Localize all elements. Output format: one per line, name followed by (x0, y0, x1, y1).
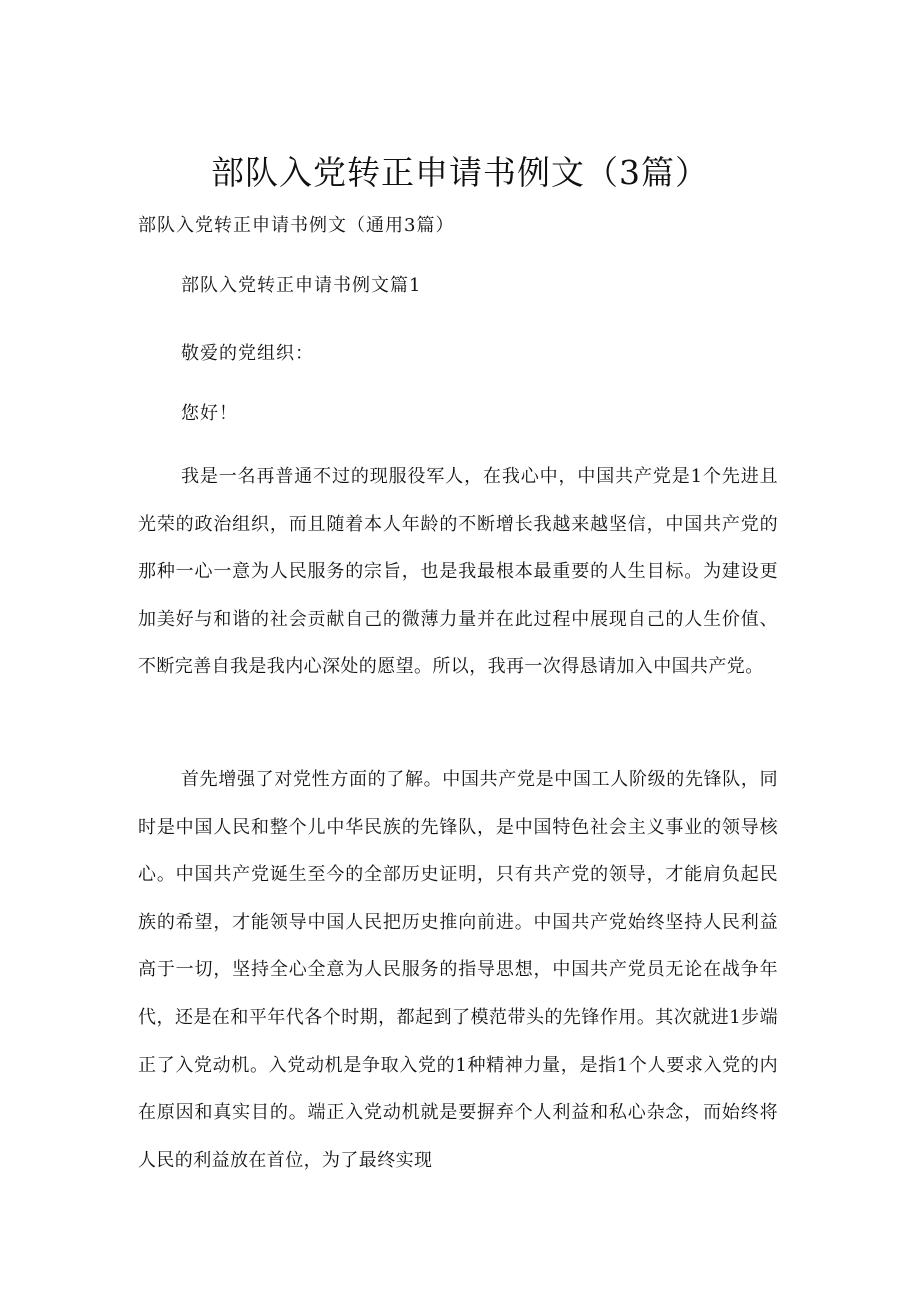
body-paragraph: 我是一名再普通不过的现服役军人，在我心中，中国共产党是1个先进且光荣的政治组织，而且随着本人年龄的不断增长我越来越坚信，中国共产党的那种一心一意为人民服务的宗旨，也是我最根本最重要的人生目标。为建设更加美好与和谐的社会贡献自己的微薄力量并在此过程中展现自己的人生价值、不断完善自我是我内心深处的愿望。所以，我再一次得恳请加入中国共产党。 (138, 466, 778, 678)
document-subtitle: 部队入党转正申请书例文（通用3篇） (138, 215, 455, 236)
section-heading: 部队入党转正申请书例文篇1 (181, 275, 422, 296)
document-title: 部队入党转正申请书例文（3篇） (211, 153, 709, 192)
salutation: 敬爱的党组织： (181, 343, 314, 364)
body-paragraph: 首先增强了对党性方面的了解。中国共产党是中国工人阶级的先锋队，同时是中国人民和整个儿中华民族的先锋队，是中国特色社会主义事业的领导核心。中国共产党诞生至今的全部历史证明，只有共产党的领导，才能肩负起民族的希望，才能领导中国人民把历史推向前进。中国共产党始终坚持人民利益高于一切，坚持全心全意为人民服务的指导思想，中国共产党员无论在战争年代，还是在和平年代各个时期，都起到了模范带头的先锋作用。其次就进1步端正了入党动机。入党动机是争取入党的1种精神力量，是指1个人要求入党的内在原因和真实目的。端正入党动机就是要摒弃个人利益和私心杂念，而始终将人民的利益放在首位，为了最终实现 (138, 769, 778, 1171)
greeting: 您好！ (181, 403, 238, 424)
